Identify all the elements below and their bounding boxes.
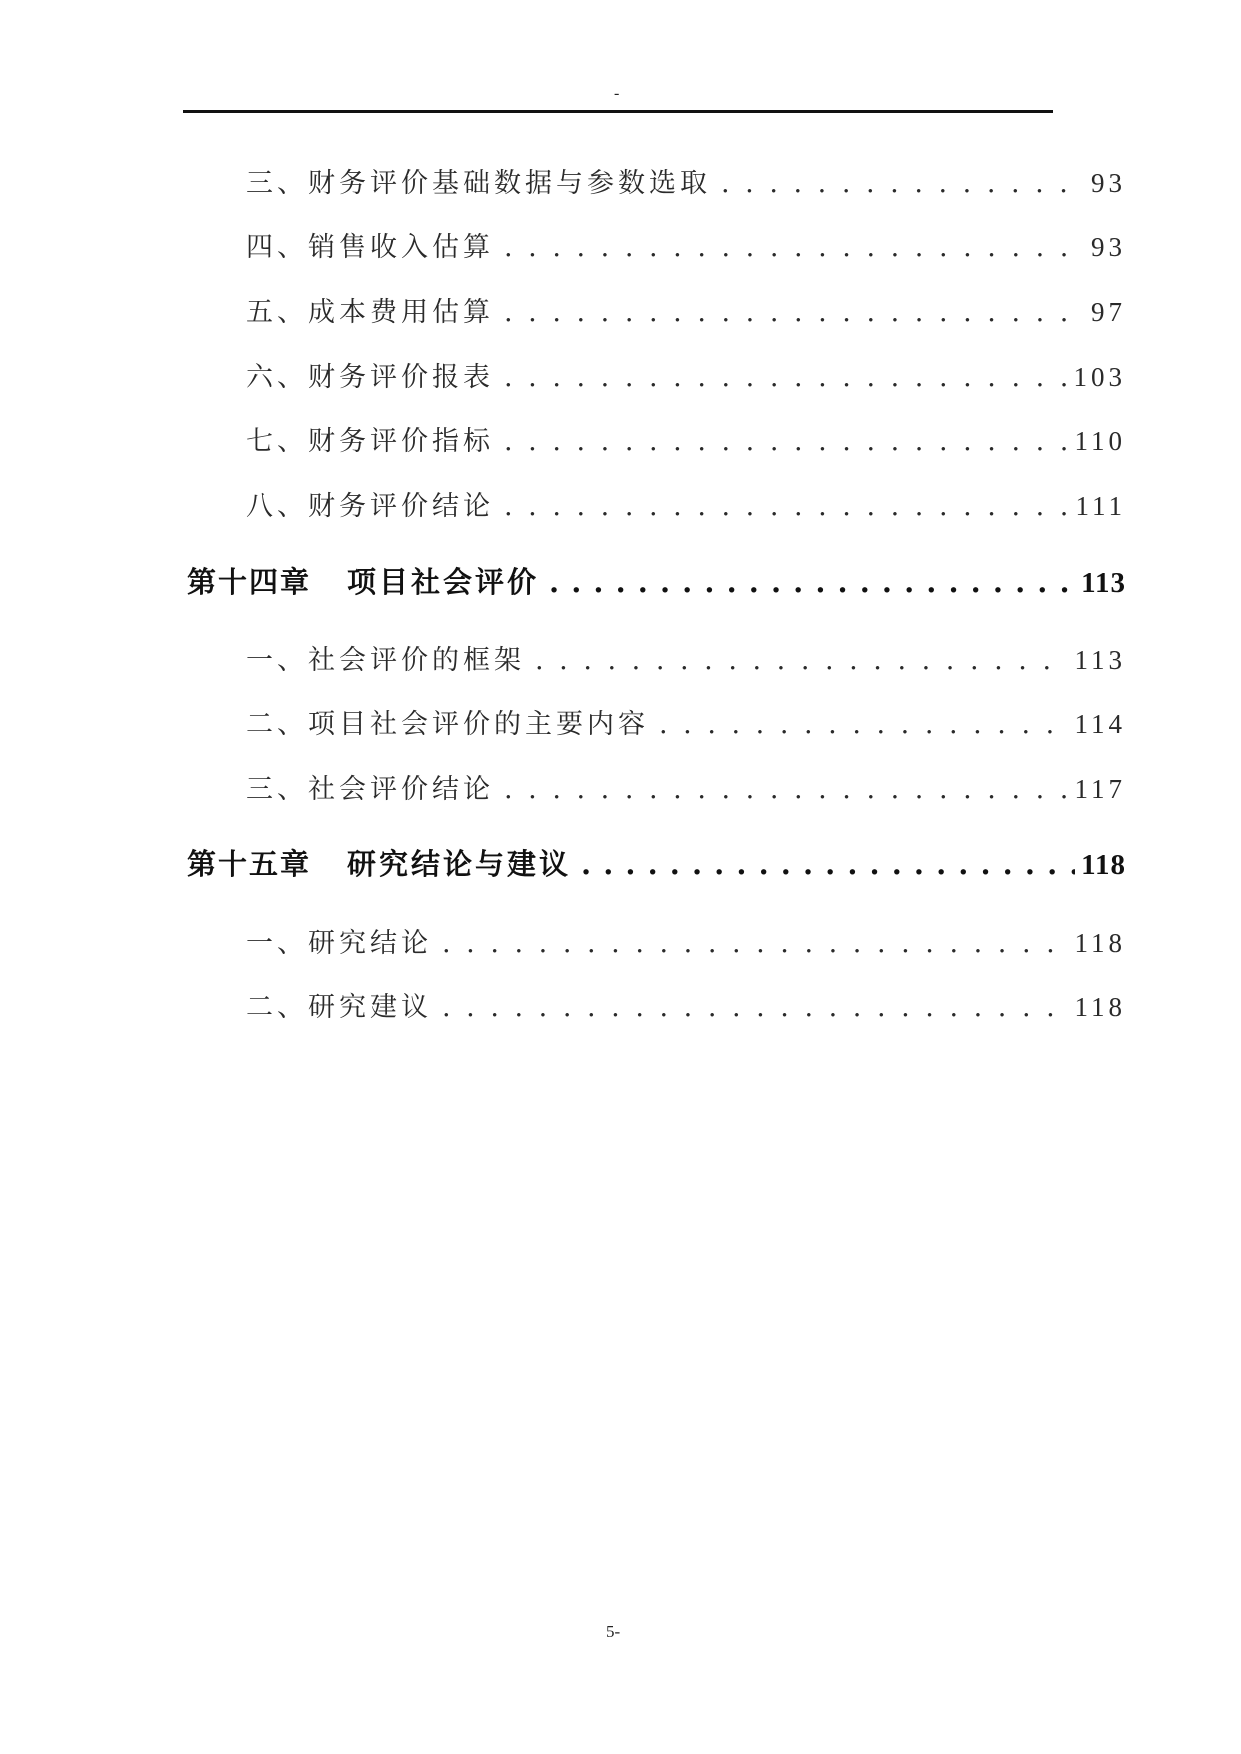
toc-entry-page: 113 xyxy=(1074,645,1126,675)
toc-entry-section[interactable] xyxy=(246,419,1126,458)
toc-entry-section[interactable] xyxy=(246,161,1126,200)
chapter-title: 项目社会评价 xyxy=(347,565,540,599)
dot-leader xyxy=(549,565,1075,599)
toc-entry-section[interactable] xyxy=(246,638,1126,677)
dot-leader xyxy=(442,992,1069,1023)
toc-entry-section[interactable] xyxy=(246,985,1126,1024)
dot-leader xyxy=(721,168,1085,199)
toc-entry-page: 97 xyxy=(1091,297,1126,327)
dot-leader xyxy=(659,709,1069,740)
toc-entry-page: 110 xyxy=(1074,426,1126,456)
toc-entry-section[interactable] xyxy=(246,767,1126,806)
header-mark: - xyxy=(614,85,620,102)
toc-entry-section[interactable] xyxy=(246,484,1126,523)
dot-leader xyxy=(535,645,1069,676)
toc-entry-label: 四、销售收入估算 xyxy=(246,232,494,263)
toc-entry-page: 111 xyxy=(1075,491,1126,521)
toc-entry-label: 六、财务评价报表 xyxy=(246,362,494,393)
toc-entry-page: 93 xyxy=(1091,168,1126,198)
toc-entry-label: 八、财务评价结论 xyxy=(246,491,494,522)
toc-entry-page: 113 xyxy=(1081,567,1126,599)
dot-leader xyxy=(581,847,1075,881)
toc-entry-label: 七、财务评价指标 xyxy=(246,426,494,457)
toc-entry-label: 二、项目社会评价的主要内容 xyxy=(246,709,649,740)
footer-page-number: 5- xyxy=(606,1622,621,1641)
dot-leader xyxy=(504,297,1085,328)
toc-entry-section[interactable] xyxy=(246,225,1126,264)
toc-entry-section[interactable] xyxy=(246,355,1126,394)
toc-entry-chapter[interactable] xyxy=(187,560,1126,601)
toc-entry-section[interactable] xyxy=(246,702,1126,741)
toc-entry-chapter[interactable] xyxy=(187,842,1126,883)
toc-entry-page: 117 xyxy=(1074,774,1126,804)
dot-leader xyxy=(504,491,1070,522)
toc-entry-label: 三、财务评价基础数据与参数选取 xyxy=(246,168,711,199)
toc-entry-section[interactable] xyxy=(246,921,1126,960)
toc-entry-page: 118 xyxy=(1074,928,1126,958)
toc-entry-label: 三、社会评价结论 xyxy=(246,774,494,805)
toc-entry-label: 一、社会评价的框架 xyxy=(246,645,525,676)
toc-entry-label: 二、研究建议 xyxy=(246,992,432,1023)
chapter-number: 第十五章 xyxy=(187,847,312,881)
dot-leader xyxy=(504,232,1085,263)
chapter-number: 第十四章 xyxy=(187,565,312,599)
toc-entry-page: 118 xyxy=(1081,849,1126,881)
toc-entry-page: 103 xyxy=(1073,362,1126,392)
header-rule xyxy=(183,110,1053,113)
toc-entry-section[interactable] xyxy=(246,290,1126,329)
chapter-title: 研究结论与建议 xyxy=(347,847,572,881)
toc-entry-page: 118 xyxy=(1074,992,1126,1022)
dot-leader xyxy=(504,774,1069,805)
toc-entry-page: 93 xyxy=(1091,232,1126,262)
toc-entry-page: 114 xyxy=(1074,709,1126,739)
toc-entry-label: 一、研究结论 xyxy=(246,928,432,959)
dot-leader xyxy=(504,426,1069,457)
dot-leader xyxy=(442,928,1069,959)
dot-leader xyxy=(504,362,1068,393)
toc-entry-label: 五、成本费用估算 xyxy=(246,297,494,328)
